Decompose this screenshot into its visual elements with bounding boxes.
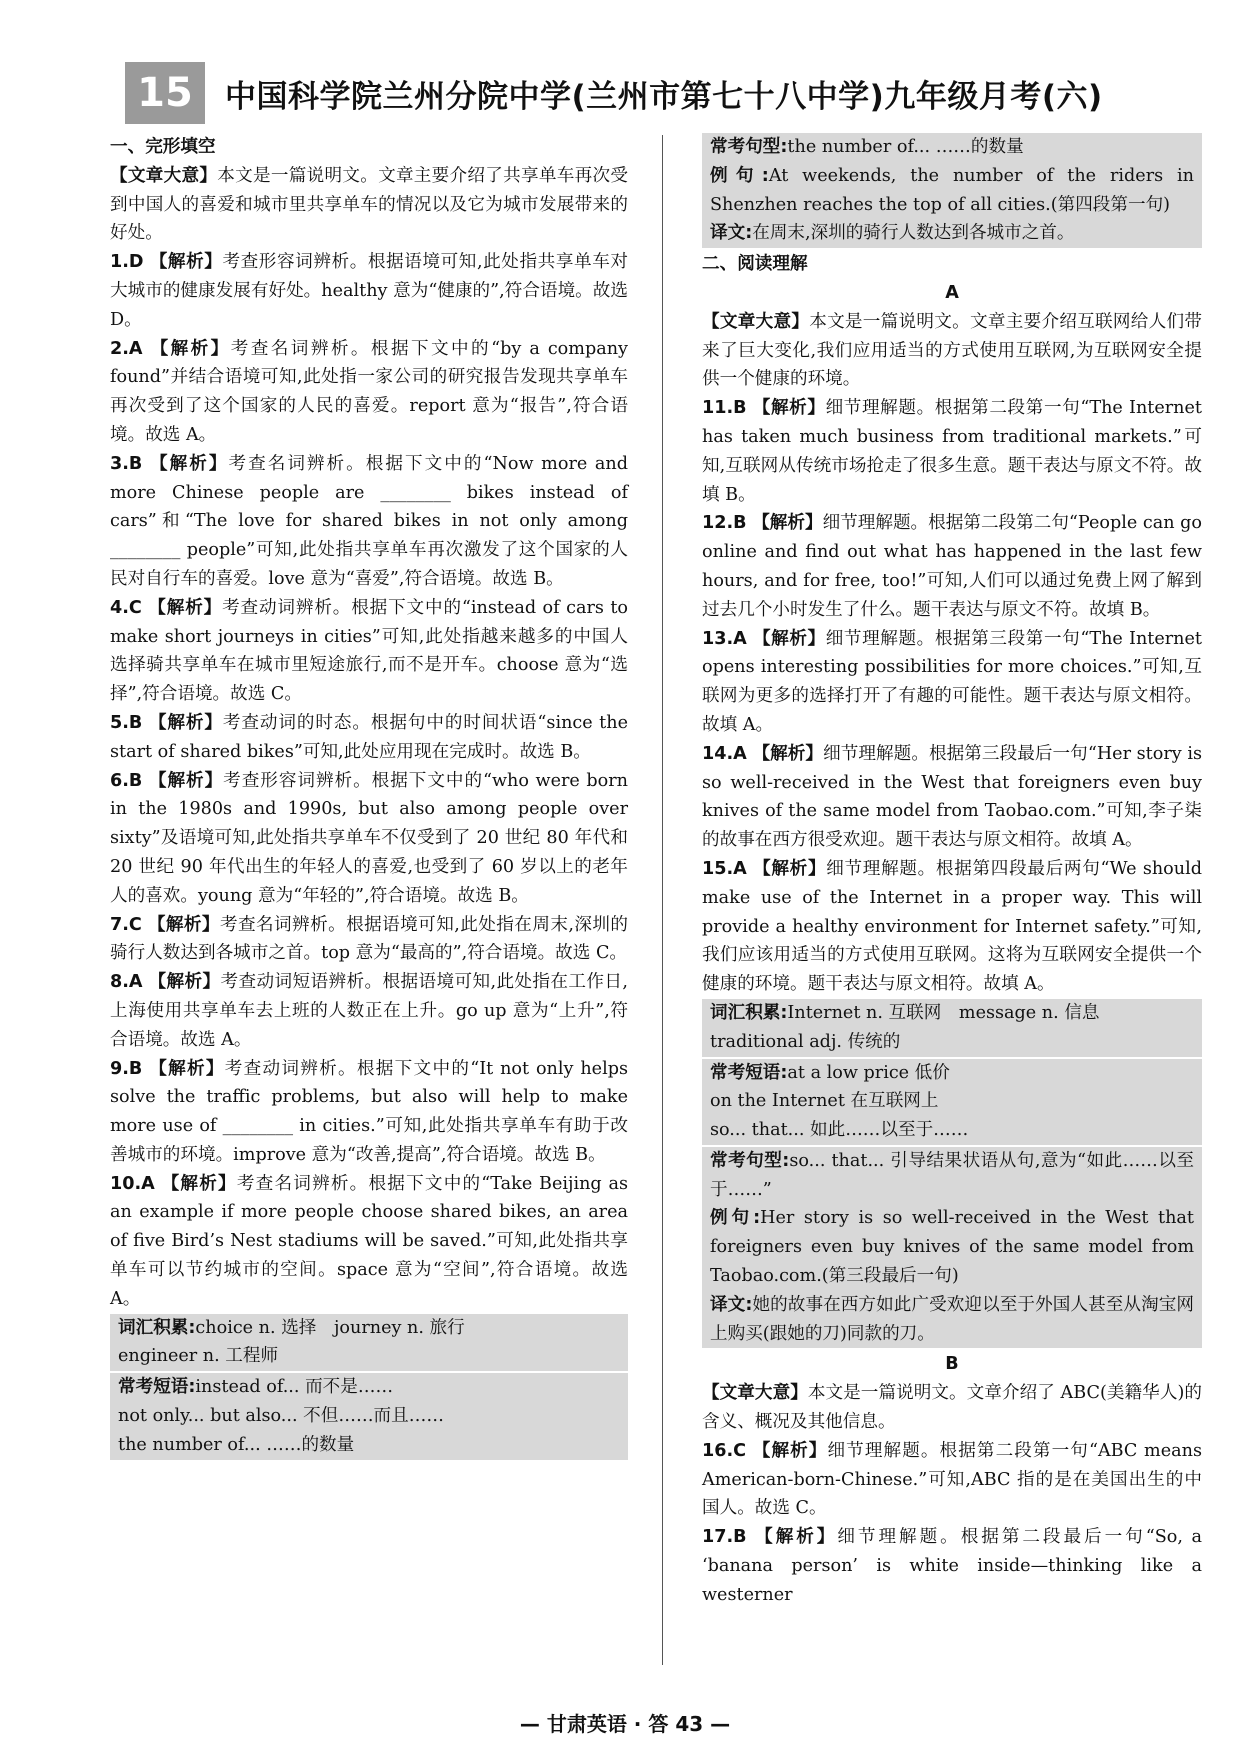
- summary-label: 【文章大意】: [702, 311, 810, 332]
- analysis-label: 【解析】: [149, 453, 229, 474]
- answer-item: [110, 594, 628, 709]
- example-text: At weekends, the number of the riders in Shenzhen reaches the top of all cities.(第四段第一句): [710, 165, 1194, 215]
- analysis-label: 【解析】: [755, 1527, 838, 1548]
- article-summary-b: [702, 1379, 1202, 1437]
- pattern-box: [702, 1147, 1202, 1349]
- answer-text: 考查形容词辨析。根据下文中的“who were born in the 1980s and 1990s, but also among people over sixty”及语境可知,此处指共享单车不仅受到了 20 世纪 80 年代和 20 世纪 90 年代出生的年轻人的喜爱,也受到了 60 岁以上的老年人的喜欢。young 意为“年轻的”,符合语境。故选 B。: [110, 770, 628, 906]
- vocab-text: choice n. 选择 journey n. 旅行: [195, 1317, 465, 1338]
- pattern-box: [702, 133, 1202, 248]
- summary-text: 本文是一篇说明文。文章介绍了 ABC(美籍华人)的含义、概况及其他信息。: [702, 1383, 1202, 1433]
- answer-item: [702, 509, 1202, 624]
- analysis-label: 【解析】: [147, 914, 220, 935]
- answer-text: 细节理解题。根据第四段最后两句“We should make use of the Internet in a proper way. This will provide a healthy environment for Internet safety.”可知,我们应该用适当的方式使用互联网。这将为互联网安全提供一个健康的环境。题干表达与原文相符。故填 A。: [702, 858, 1202, 995]
- translation-line: [710, 219, 1194, 248]
- summary-label: 【文章大意】: [702, 1383, 808, 1404]
- answer-number: 15.A: [702, 858, 747, 879]
- test-number-badge: 15: [125, 62, 205, 124]
- answer-item: [110, 767, 628, 911]
- pattern-label: 常考句型:: [710, 137, 788, 157]
- translation-text: 她的故事在西方如此广受欢迎以至于外国人甚至从淘宝网上购买(跟她的刀)同款的刀。: [710, 1294, 1194, 1344]
- phrase-text: at a low price 低价: [787, 1062, 950, 1083]
- answer-item: [702, 1437, 1202, 1523]
- answer-number: 17.B: [702, 1527, 747, 1548]
- phrase-line: the number of... ……的数量: [118, 1434, 355, 1455]
- answer-text: 细节理解题。根据第二段第二句“People can go online and find out what has happened in the last few hours, and for free, too!”可知,人们可以通过免费上网了解到过去几个小时发生了什么。题干表达与原文不符。故填 B。: [702, 513, 1202, 620]
- analysis-label: 【解析】: [149, 1058, 225, 1079]
- part-b-heading: B: [945, 1354, 959, 1375]
- left-column: [110, 133, 628, 1462]
- analysis-label: 【解析】: [148, 770, 224, 791]
- answer-number: 16.C: [702, 1440, 747, 1461]
- answer-number: 12.B: [702, 513, 747, 534]
- pattern-text: so... that... 引导结果状语从句,意为“如此……以至于……”: [710, 1150, 1194, 1200]
- answer-item: [702, 394, 1202, 509]
- analysis-label: 【解析】: [149, 252, 223, 273]
- answer-number: 5.B: [110, 712, 143, 733]
- answer-item: [110, 1055, 628, 1170]
- section-title-cloze: 一、完形填空: [110, 137, 216, 157]
- answer-text: 考查名词辨析。根据下文中的“Take Beijing as an example if more people choose shared bikes, an area of five Bird’s Nest stadiums will be saved.”可知,此处指共享单车可以节约城市的空间。space 意为“空间”,符合语境。故选 A。: [110, 1173, 628, 1309]
- summary-label: 【文章大意】: [110, 165, 218, 186]
- answer-item: [702, 740, 1202, 855]
- phrase-label: 常考短语:: [118, 1377, 196, 1398]
- analysis-label: 【解析】: [752, 743, 824, 764]
- answer-item: [110, 450, 628, 594]
- example-line: [710, 162, 1194, 220]
- summary-text: 本文是一篇说明文。文章主要介绍互联网给人们带来了巨大变化,我们应用适当的方式使用互联网,为互联网安全提供一个健康的环境。: [702, 311, 1202, 390]
- phrase-line: [118, 1373, 620, 1402]
- example-label: 例句:: [710, 165, 769, 186]
- answer-number: 3.B: [110, 453, 143, 474]
- answer-number: 4.C: [110, 597, 142, 618]
- phrase-label: 常考短语:: [710, 1062, 788, 1083]
- answer-number: 2.A: [110, 338, 143, 359]
- answer-number: 11.B: [702, 398, 747, 419]
- article-summary-a: [702, 308, 1202, 394]
- vocab-box: [110, 1314, 628, 1372]
- right-column: [702, 133, 1202, 1610]
- answer-text: 考查名词辨析。根据下文中的“by a company found”并结合语境可知,此处指一家公司的研究报告发现共享单车再次受到了这个国家的人民的喜爱。report 意为“报告”,符合语境。故选 A。: [110, 338, 628, 445]
- answer-text: 考查形容词辨析。根据语境可知,此处指共享单车对大城市的健康发展有好处。healthy 意为“健康的”,符合语境。故选 D。: [110, 252, 628, 330]
- answer-item: [110, 709, 628, 767]
- answer-text: 细节理解题。根据第二段第一句“The Internet has taken much business from traditional markets.”可知,互联网从传统市场抢走了很多生意。题干表达与原文不符。故填 B。: [702, 398, 1202, 505]
- phrase-box: [110, 1373, 628, 1459]
- answer-text: 考查动词辨析。根据下文中的“It not only helps solve the traffic problems, but also will help to make more use of ________ in cities.”可知,此处指共享单车有助于改善城市的环境。improve 意为“改善,提高”,符合语境。故选 B。: [110, 1058, 628, 1165]
- pattern-line: [710, 1147, 1194, 1205]
- example-label: 例句:: [710, 1208, 761, 1229]
- analysis-label: 【解析】: [752, 1440, 828, 1461]
- vocab-text: Internet n. 互联网 message n. 信息: [787, 1002, 1100, 1023]
- example-text: Her story is so well-received in the West that foreigners even buy knives of the same model from Taobao.com.(第三段最后一句): [710, 1208, 1194, 1287]
- vocab-line: [710, 999, 1194, 1028]
- answer-item: [110, 1170, 628, 1314]
- answer-item: [702, 625, 1202, 740]
- analysis-label: 【解析】: [150, 338, 231, 359]
- answer-text: 细节理解题。根据第二段第一句“ABC means American-born-Chinese.”可知,ABC 指的是在美国出生的中国人。故选 C。: [702, 1440, 1202, 1519]
- phrase-line: [710, 1059, 1194, 1088]
- answer-number: 13.A: [702, 628, 747, 649]
- phrase-line: not only... but also... 不但……而且……: [118, 1406, 444, 1427]
- vocab-label: 词汇积累:: [710, 1002, 788, 1023]
- answer-number: 6.B: [110, 770, 143, 791]
- phrase-box: [702, 1059, 1202, 1145]
- analysis-label: 【解析】: [752, 628, 826, 649]
- analysis-label: 【解析】: [148, 712, 223, 733]
- answer-number: 10.A: [110, 1173, 155, 1194]
- analysis-label: 【解析】: [161, 1173, 237, 1194]
- analysis-label: 【解析】: [753, 858, 827, 879]
- analysis-label: 【解析】: [148, 597, 223, 618]
- translation-text: 在周末,深圳的骑行人数达到各城市之首。: [752, 223, 1075, 244]
- vocab-line: traditional adj. 传统的: [710, 1031, 901, 1052]
- column-divider: [662, 135, 663, 1665]
- answer-item: [702, 855, 1202, 999]
- answer-item: [110, 248, 628, 334]
- phrase-line: so... that... 如此……以至于……: [710, 1120, 969, 1141]
- article-summary: [110, 162, 628, 248]
- answer-item: [110, 335, 628, 450]
- page-footer: — 甘肃英语 · 答 43 —: [519, 1712, 731, 1736]
- part-a-heading: A: [945, 282, 959, 303]
- analysis-label: 【解析】: [148, 972, 221, 993]
- pattern-line: [710, 133, 1194, 162]
- vocab-box: [702, 999, 1202, 1057]
- answer-text: 考查名词辨析。根据语境可知,此处指在周末,深圳的骑行人数达到各城市之首。top 意为“最高的”,符合语境。故选 C。: [110, 914, 629, 964]
- pattern-label: 常考句型:: [710, 1150, 790, 1171]
- answer-number: 9.B: [110, 1058, 143, 1079]
- pattern-text: the number of... ……的数量: [787, 137, 1024, 157]
- vocab-line: [118, 1314, 620, 1343]
- page-title: 中国科学院兰州分院中学(兰州市第七十八中学)九年级月考(六): [225, 78, 1103, 115]
- example-line: [710, 1204, 1194, 1290]
- answer-text: 考查名词辨析。根据下文中的“Now more and more Chinese people are ________ bikes instead of cars”和“The love for shared bikes in not only among ________ people”可知,此处指共享单车再次激发了这个国家的人民对自行车的喜爱。love 意为“喜爱”,符合语境。故选 B。: [110, 453, 628, 589]
- answer-number: 7.C: [110, 914, 142, 935]
- answer-text: 细节理解题。根据第二段最后一句“So, a ‘banana person’ is white inside—thinking like a westerner: [702, 1527, 1202, 1605]
- answer-item: [110, 911, 628, 969]
- answer-text: 考查动词的时态。根据句中的时间状语“since the start of shared bikes”可知,此处应用现在完成时。故选 B。: [110, 712, 628, 762]
- summary-text: 本文是一篇说明文。文章主要介绍了共享单车再次受到中国人的喜爱和城市里共享单车的情况以及它为城市发展带来的好处。: [110, 165, 628, 244]
- section-title-reading: 二、阅读理解: [702, 254, 808, 275]
- phrase-line: on the Internet 在互联网上: [710, 1091, 939, 1112]
- vocab-label: 词汇积累:: [118, 1317, 196, 1338]
- analysis-label: 【解析】: [752, 398, 826, 419]
- answer-number: 1.D: [110, 252, 144, 273]
- translation-line: [710, 1291, 1194, 1349]
- answer-number: 8.A: [110, 972, 143, 993]
- answer-text: 细节理解题。根据第三段第一句“The Internet opens interesting possibilities for more choices.”可知,互联网为更多的选择打开了有趣的可能性。题干表达与原文相符。故填 A。: [702, 628, 1202, 735]
- answer-text: 考查动词短语辨析。根据语境可知,此处指在工作日,上海使用共享单车去上班的人数正在上升。go up 意为“上升”,符合语境。故选 A。: [110, 972, 628, 1050]
- translation-label: 译文:: [710, 223, 753, 244]
- answer-item: [702, 1523, 1202, 1609]
- page-header: [125, 62, 1185, 124]
- answer-text: 考查动词辨析。根据下文中的“instead of cars to make short journeys in cities”可知,此处指越来越多的中国人选择骑共享单车在城市里短途旅行,而不是开车。choose 意为“选择”,符合语境。故选 C。: [110, 597, 628, 705]
- answer-text: 细节理解题。根据第三段最后一句“Her story is so well-received in the West that foreigners even buy knives of the same model from Taobao.com.”可知,李子柒的故事在西方很受欢迎。题干表达与原文相符。故填 A。: [702, 743, 1202, 851]
- answer-item: [110, 968, 628, 1054]
- answer-number: 14.A: [702, 743, 747, 764]
- translation-label: 译文:: [710, 1294, 753, 1315]
- phrase-text: instead of... 而不是……: [195, 1377, 394, 1398]
- vocab-line: engineer n. 工程师: [118, 1346, 279, 1367]
- analysis-label: 【解析】: [752, 513, 823, 534]
